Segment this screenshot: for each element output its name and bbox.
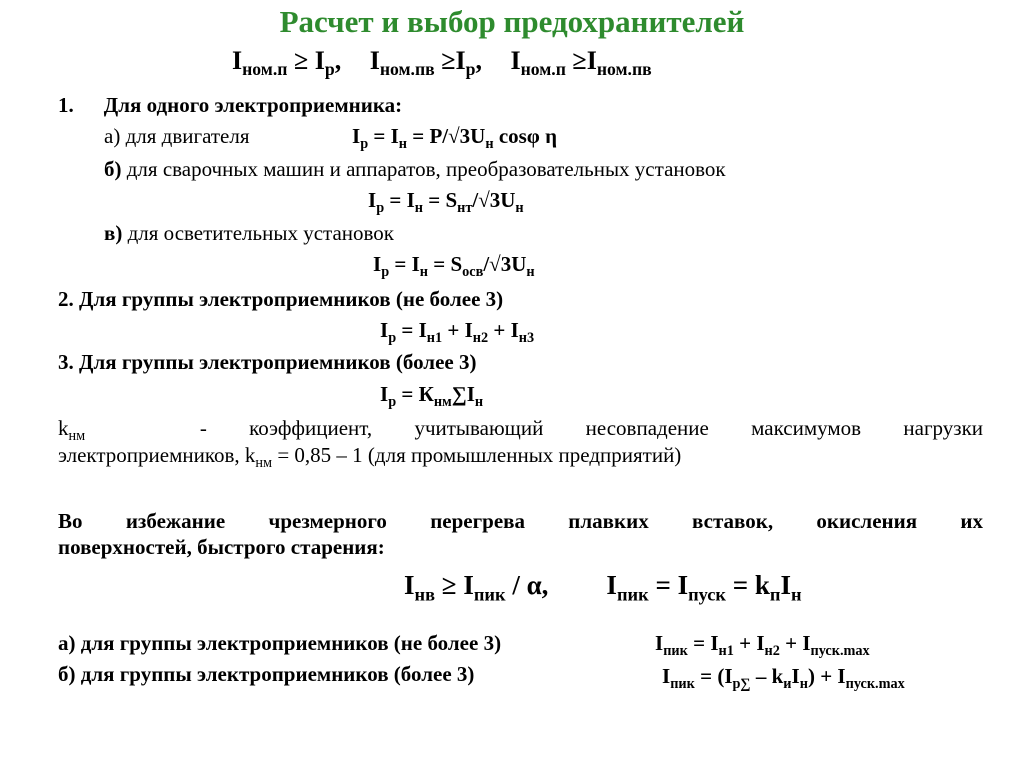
final-item-b: б) для группы электроприемников (более 3): [58, 662, 475, 686]
formula-peak-large: $I_{пик} = (I_{р\sum} - k_иI_н) + I_{пуск.max}$: [662, 664, 905, 692]
formula-motor: $I_р = I_н = P/√3U_н$ cosφ η: [352, 124, 558, 152]
knm-symbol: $k_{нм}$: [58, 416, 86, 444]
item-1b: б) для сварочных машин и аппаратов, преобразовательных установок: [104, 157, 726, 181]
item-1v: в) для осветительных установок: [104, 221, 394, 245]
section-3-heading: 3. Для группы электроприемников (более 3): [58, 350, 477, 374]
knm-definition: $k_{нм}$ - коэффициент, учитывающий несовпадение максимумов нагрузки: [58, 416, 984, 444]
condition-2: $I_{ном.пв} \ge I_р$,: [369, 46, 482, 80]
page-title: Расчет и выбор предохранителей: [279, 4, 745, 39]
formula-group-small: $I_р = I_{н1} + I_{н2} + I_{н3}$: [380, 318, 535, 346]
section-1-heading: 1. Для одного электроприемника:: [58, 93, 403, 117]
condition-3: $I_{ном.п} \ge I_{ном.пв}$: [510, 46, 652, 80]
avoid-line-1: Во избежание чрезмерного перегрева плавких вставок, окисления их: [58, 509, 983, 533]
final-item-a: а) для группы электроприемников (не более 3): [58, 631, 502, 655]
formula-peak-small: $I_{пик} = I_{н1} + I_{н2} + I_{пуск.max}$: [655, 631, 870, 659]
formula-lighting: $I_р = I_н = S_{осв}/√3U_н$: [373, 252, 535, 280]
knm-range: электроприемников, $k_{нм} = 0,85 - 1$ (для промышленных предприятий): [58, 443, 682, 471]
formula-welding: $I_р = I_н = S_{нт}/√3U_н$: [368, 188, 524, 216]
item-1a: а) для двигателя: [104, 124, 250, 148]
avoid-line-2: поверхностей, быстрого старения:: [58, 535, 385, 559]
section-2-heading: 2. Для группы электроприемников (не более 3): [58, 287, 504, 311]
conditions-formula: [232, 46, 652, 80]
formula-group-large: $I_р = К_{нм}\sum I_н$: [380, 382, 484, 410]
condition-1: $I_{ном.п} \ge I_р$,: [232, 46, 342, 80]
formula-fuse-insert: $I_{нв} \ge I_{пик} / \alpha$, $I_{пик} = I_{пуск} = k_пI_н$: [404, 570, 802, 605]
